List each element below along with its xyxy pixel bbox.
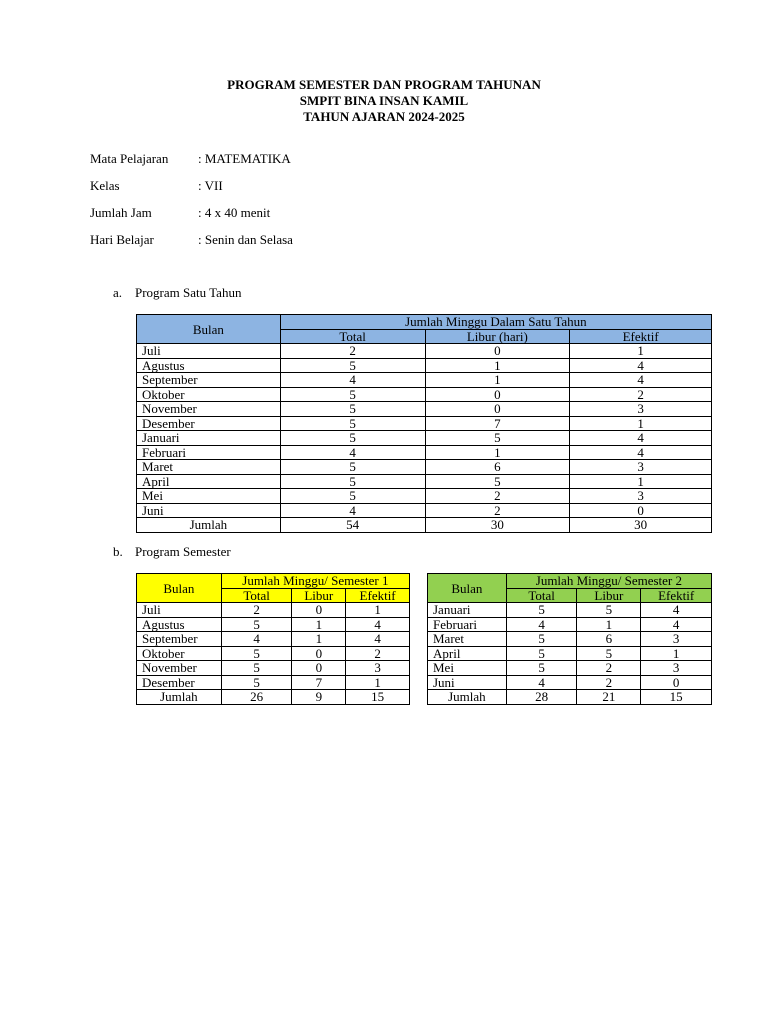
cell-libur: 5	[425, 431, 570, 446]
cell-bulan: April	[137, 474, 281, 489]
cell-efektif: 4	[641, 603, 712, 618]
cell-efektif: 15	[346, 690, 410, 705]
table-row	[137, 402, 712, 417]
cell-libur: 5	[425, 474, 570, 489]
cell-total: 5	[280, 402, 425, 417]
cell-libur: 7	[292, 675, 346, 690]
cell-efektif: 15	[641, 690, 712, 705]
cell-efektif: 4	[570, 373, 712, 388]
table-row	[137, 416, 712, 431]
table-row	[137, 503, 712, 518]
semester-2-table	[427, 573, 712, 705]
table-row	[137, 675, 410, 690]
cell-libur: 2	[425, 489, 570, 504]
cell-libur: 21	[577, 690, 641, 705]
cell-total: 4	[221, 632, 292, 647]
cell-bulan: September	[137, 632, 222, 647]
section-title: Program Satu Tahun	[135, 285, 242, 300]
cell-bulan: Desember	[137, 675, 222, 690]
col-header-libur: Libur	[292, 588, 346, 603]
cell-total: 5	[280, 431, 425, 446]
cell-total: 2	[221, 603, 292, 618]
cell-libur: 5	[577, 646, 641, 661]
table-row	[137, 661, 410, 676]
cell-bulan: Desember	[137, 416, 281, 431]
cell-total: 4	[506, 617, 577, 632]
cell-total: 5	[221, 646, 292, 661]
info-value: : MATEMATIKA	[198, 151, 291, 166]
cell-bulan: November	[137, 402, 281, 417]
cell-libur: 7	[425, 416, 570, 431]
cell-libur: 5	[577, 603, 641, 618]
cell-bulan: Mei	[428, 661, 507, 676]
col-header-group: Jumlah Minggu/ Semester 2	[506, 574, 711, 589]
table-row	[137, 603, 410, 618]
table-row	[137, 646, 410, 661]
info-label: Hari Belajar	[90, 232, 154, 247]
col-header-bulan: Bulan	[428, 574, 507, 603]
col-header-group: Jumlah Minggu Dalam Satu Tahun	[280, 315, 711, 330]
table-row	[428, 603, 712, 618]
info-label: Kelas	[90, 178, 120, 193]
section-title: Program Semester	[135, 544, 231, 559]
cell-total: 5	[280, 474, 425, 489]
table-row	[137, 387, 712, 402]
cell-total: 5	[280, 489, 425, 504]
cell-efektif: 0	[641, 675, 712, 690]
cell-total: 4	[506, 675, 577, 690]
cell-efektif: 4	[570, 445, 712, 460]
cell-libur: 1	[292, 632, 346, 647]
col-header-libur: Libur (hari)	[425, 329, 570, 344]
header-school: SMPIT BINA INSAN KAMIL	[299, 93, 469, 108]
cell-bulan: Juni	[137, 503, 281, 518]
col-header-bulan: Bulan	[137, 315, 281, 344]
cell-bulan: Juli	[137, 344, 281, 359]
table-total-row	[137, 690, 410, 705]
table-row	[137, 460, 712, 475]
cell-efektif: 4	[570, 431, 712, 446]
cell-efektif: 4	[346, 617, 410, 632]
table-row	[137, 344, 712, 359]
table-row	[137, 617, 410, 632]
cell-bulan: April	[428, 646, 507, 661]
cell-bulan: Oktober	[137, 387, 281, 402]
cell-efektif: 3	[570, 402, 712, 417]
cell-total: 4	[280, 373, 425, 388]
cell-efektif: 1	[346, 675, 410, 690]
cell-bulan: Maret	[137, 460, 281, 475]
cell-libur: 30	[425, 518, 570, 533]
col-header-efektif: Efektif	[570, 329, 712, 344]
table-row	[137, 373, 712, 388]
info-value: : 4 x 40 menit	[198, 205, 271, 220]
cell-efektif: 30	[570, 518, 712, 533]
cell-efektif: 3	[641, 661, 712, 676]
cell-total: 4	[280, 503, 425, 518]
cell-total: 5	[280, 358, 425, 373]
cell-total: 5	[280, 416, 425, 431]
cell-efektif: 1	[346, 603, 410, 618]
table-row	[428, 617, 712, 632]
cell-efektif: 3	[346, 661, 410, 676]
cell-bulan: Januari	[137, 431, 281, 446]
cell-libur: 1	[425, 373, 570, 388]
cell-libur: 2	[577, 661, 641, 676]
table-row	[428, 661, 712, 676]
cell-total: 5	[221, 675, 292, 690]
cell-libur: 0	[292, 661, 346, 676]
cell-libur: 0	[425, 344, 570, 359]
cell-libur: 9	[292, 690, 346, 705]
cell-libur: 6	[425, 460, 570, 475]
cell-efektif: 4	[641, 617, 712, 632]
info-row-days	[90, 232, 293, 248]
cell-efektif: 4	[570, 358, 712, 373]
cell-libur: 2	[577, 675, 641, 690]
cell-total: 28	[506, 690, 577, 705]
cell-total: 5	[506, 661, 577, 676]
cell-total: 5	[506, 632, 577, 647]
cell-bulan: Maret	[428, 632, 507, 647]
cell-libur: 1	[425, 445, 570, 460]
section-b-heading	[113, 544, 231, 560]
cell-efektif: 2	[346, 646, 410, 661]
cell-total: 4	[280, 445, 425, 460]
col-header-efektif: Efektif	[641, 588, 712, 603]
cell-bulan: Juni	[428, 675, 507, 690]
cell-efektif: 1	[570, 416, 712, 431]
table-total-row	[428, 690, 712, 705]
table-row	[137, 431, 712, 446]
semester-1-table	[136, 573, 410, 705]
table-row	[137, 489, 712, 504]
cell-bulan: Oktober	[137, 646, 222, 661]
cell-bulan: Februari	[428, 617, 507, 632]
cell-libur: 2	[425, 503, 570, 518]
info-value: : VII	[198, 178, 223, 193]
col-header-efektif: Efektif	[346, 588, 410, 603]
cell-libur: 0	[292, 646, 346, 661]
cell-libur: 0	[425, 402, 570, 417]
cell-total: 5	[506, 603, 577, 618]
cell-bulan: Januari	[428, 603, 507, 618]
table-row	[137, 474, 712, 489]
section-marker: a.	[113, 285, 123, 300]
cell-libur: 1	[577, 617, 641, 632]
info-row-subject	[90, 151, 291, 167]
cell-libur: 1	[425, 358, 570, 373]
col-header-bulan: Bulan	[137, 574, 222, 603]
table-row	[428, 646, 712, 661]
table-total-row	[137, 518, 712, 533]
cell-total: 54	[280, 518, 425, 533]
cell-efektif: 2	[570, 387, 712, 402]
col-header-group: Jumlah Minggu/ Semester 1	[221, 574, 409, 589]
cell-efektif: 3	[570, 489, 712, 504]
col-header-libur: Libur	[577, 588, 641, 603]
info-label: Jumlah Jam	[90, 205, 152, 220]
cell-libur: 0	[425, 387, 570, 402]
table-row	[428, 632, 712, 647]
cell-bulan: Mei	[137, 489, 281, 504]
section-marker: b.	[113, 544, 123, 559]
cell-efektif: 3	[570, 460, 712, 475]
info-label: Mata Pelajaran	[90, 151, 169, 166]
cell-total: 2	[280, 344, 425, 359]
cell-total: 5	[506, 646, 577, 661]
table-row	[137, 632, 410, 647]
cell-libur: 6	[577, 632, 641, 647]
cell-bulan: Agustus	[137, 358, 281, 373]
cell-total: 5	[280, 387, 425, 402]
cell-total: 5	[221, 617, 292, 632]
cell-bulan: Agustus	[137, 617, 222, 632]
cell-total: 5	[280, 460, 425, 475]
header-title: PROGRAM SEMESTER DAN PROGRAM TAHUNAN	[227, 77, 541, 92]
table-row	[137, 445, 712, 460]
header-year: TAHUN AJARAN 2024-2025	[303, 109, 465, 124]
section-a-heading	[113, 285, 241, 301]
cell-total: 26	[221, 690, 292, 705]
cell-jumlah-label: Jumlah	[428, 690, 507, 705]
cell-bulan: Juli	[137, 603, 222, 618]
cell-efektif: 1	[570, 344, 712, 359]
cell-bulan: November	[137, 661, 222, 676]
col-header-total: Total	[506, 588, 577, 603]
col-header-total: Total	[221, 588, 292, 603]
info-value: : Senin dan Selasa	[198, 232, 293, 247]
info-row-hours	[90, 205, 270, 221]
info-row-class	[90, 178, 223, 194]
cell-efektif: 1	[641, 646, 712, 661]
col-header-total: Total	[280, 329, 425, 344]
cell-libur: 0	[292, 603, 346, 618]
annual-program-table	[136, 314, 712, 533]
cell-efektif: 1	[570, 474, 712, 489]
cell-efektif: 4	[346, 632, 410, 647]
cell-bulan: Februari	[137, 445, 281, 460]
cell-libur: 1	[292, 617, 346, 632]
table-row	[137, 358, 712, 373]
cell-total: 5	[221, 661, 292, 676]
cell-jumlah-label: Jumlah	[137, 690, 222, 705]
cell-efektif: 0	[570, 503, 712, 518]
cell-bulan: September	[137, 373, 281, 388]
cell-jumlah-label: Jumlah	[137, 518, 281, 533]
document-header	[0, 77, 768, 125]
cell-efektif: 3	[641, 632, 712, 647]
table-row	[428, 675, 712, 690]
